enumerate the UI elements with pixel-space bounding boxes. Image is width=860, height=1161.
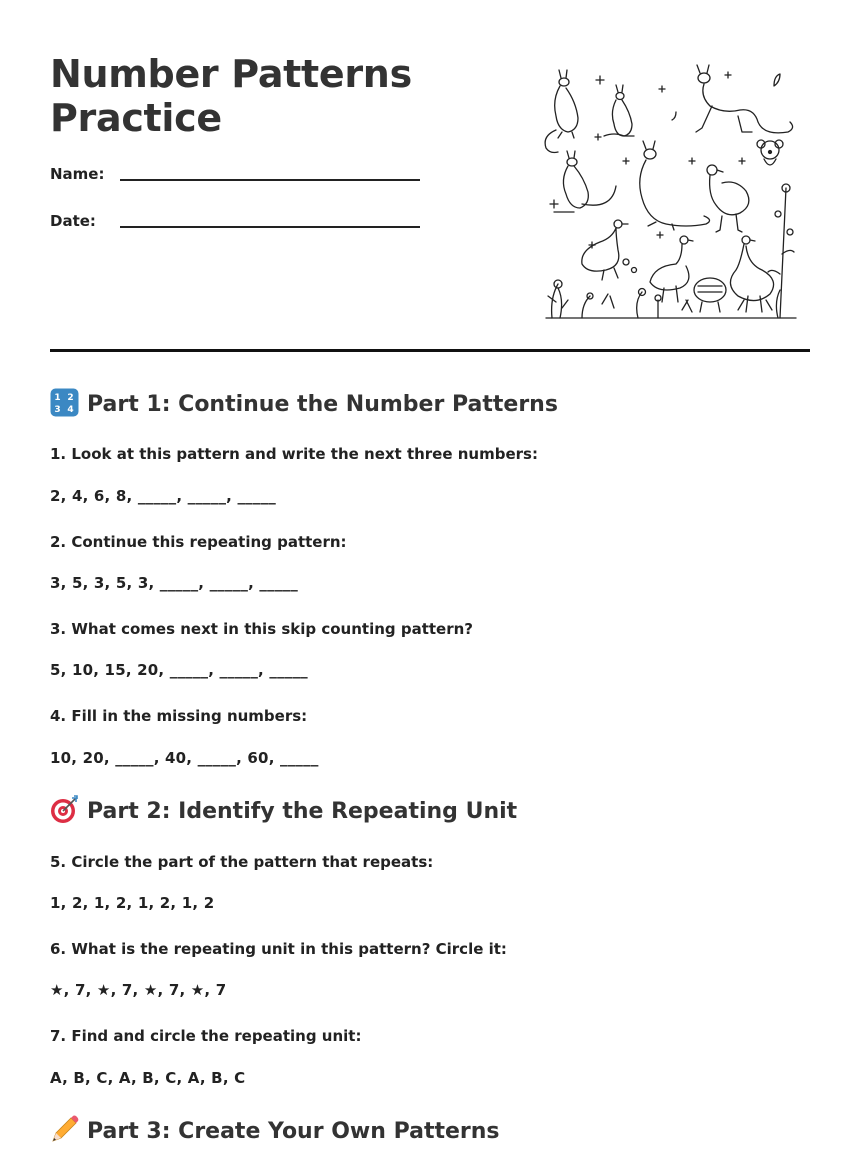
question-5-prompt: 5. Circle the part of the pattern that repeats: [50, 853, 434, 871]
question-6-prompt: 6. What is the repeating unit in this pattern? Circle it: [50, 940, 507, 958]
kangaroo-drawing-2 [604, 85, 634, 136]
name-label: Name: [50, 165, 105, 183]
pencil-icon [50, 1115, 79, 1144]
question-1-prompt: 1. Look at this pattern and write the next three numbers: [50, 445, 538, 463]
section-title-part-2: Part 2: Identify the Repeating Unit [87, 799, 518, 824]
flower-cluster-right [768, 184, 794, 318]
question-7-prompt: 7. Find and circle the repeating unit: [50, 1027, 362, 1045]
input-numbers-icon [50, 388, 79, 417]
question-6-sequence[interactable]: ★, 7, ★, 7, ★, 7, ★, 7 [50, 981, 227, 999]
target-icon [50, 795, 79, 824]
australian-animals-illustration [542, 64, 798, 320]
emu-drawing-2 [650, 236, 693, 302]
date-line[interactable] [120, 226, 420, 228]
bird-drawing-left [582, 220, 628, 280]
svg-text:1: 1 [54, 393, 61, 403]
page-title: Number Patterns Practice [50, 52, 412, 140]
header-divider [50, 349, 810, 352]
section-title-part-1: Part 1: Continue the Number Patterns [87, 392, 558, 417]
section-heading-part-2 [50, 795, 517, 827]
section-heading-part-3 [50, 1115, 500, 1147]
svg-text:3: 3 [54, 405, 61, 415]
kangaroo-drawing-4 [554, 151, 616, 212]
decorative-sparkles [550, 72, 780, 248]
question-5-sequence[interactable]: 1, 2, 1, 2, 1, 2, 1, 2 [50, 894, 215, 912]
section-title-part-3: Part 3: Create Your Own Patterns [87, 1119, 500, 1144]
name-line[interactable] [120, 179, 420, 181]
kangaroo-drawing-1 [545, 70, 578, 153]
question-7-sequence[interactable]: A, B, C, A, B, C, A, B, C [50, 1069, 246, 1087]
question-2-sequence[interactable]: 3, 5, 3, 5, 3, _____, _____, _____ [50, 574, 298, 592]
question-3-sequence[interactable]: 5, 10, 15, 20, _____, _____, _____ [50, 661, 308, 679]
question-4-prompt: 4. Fill in the missing numbers: [50, 707, 308, 725]
svg-text:4: 4 [67, 405, 74, 415]
question-4-sequence[interactable]: 10, 20, _____, 40, _____, 60, _____ [50, 749, 319, 767]
worksheet-page [50, 0, 810, 1161]
koala-drawing [757, 140, 783, 165]
date-label: Date: [50, 212, 96, 230]
svg-text:2: 2 [67, 393, 74, 403]
emu-drawing-1 [707, 165, 749, 232]
question-1-sequence[interactable]: 2, 4, 6, 8, _____, _____, _____ [50, 487, 276, 505]
question-3-prompt: 3. What comes next in this skip counting pattern? [50, 620, 474, 638]
section-heading-part-1 [50, 388, 558, 420]
round-bird-drawing [694, 278, 726, 312]
question-2-prompt: 2. Continue this repeating pattern: [50, 533, 347, 551]
kangaroo-drawing-5 [640, 141, 710, 230]
